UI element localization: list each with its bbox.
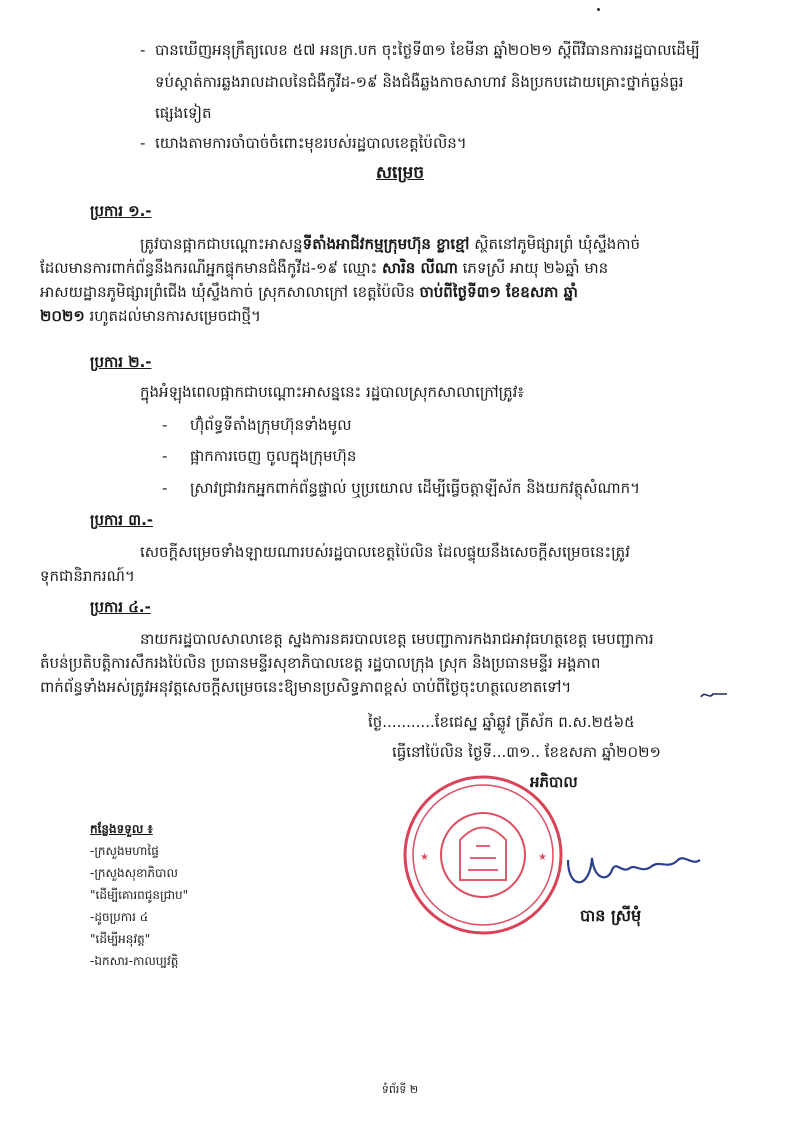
article-1-label: ប្រការ ១.- (90, 202, 152, 220)
recipients-block (90, 818, 188, 972)
svg-text:★: ★ (420, 852, 429, 863)
bullet-dash: - (162, 416, 168, 434)
article-line (40, 675, 730, 699)
bullet-dash: - (140, 134, 146, 152)
article-1-body (40, 232, 730, 328)
article-line (40, 564, 730, 588)
intro-line: ផ្សេងទៀត (155, 104, 212, 122)
text-run: សេចក្តីសម្រេចទាំងឡាយណារបស់រដ្ឋបាលខេត្តប៉ៃលិន ដែលផ្ទុយនឹងសេចក្តីសម្រេចនេះត្រូវ (140, 543, 630, 561)
article-4-body (40, 627, 730, 699)
text-run: តំបន់ប្រតិបត្តិការសឹករងប៉ៃលិន ប្រធានមន្ទីរសុខាភិបាលខេត្ត រដ្ឋបាលក្រុង ស្រុក និងប្រធានមន្ទីរ អង្គភាព (40, 654, 601, 672)
governor-title: អភិបាល (530, 773, 578, 791)
recipient-item: -ឯកសារ-កាលប្បវត្តិ (90, 954, 179, 968)
text-run: ត្រូវបានផ្អាកជាបណ្តោះអាសន្ន (140, 235, 303, 253)
bold-text-run: សារិន លីណា (381, 259, 458, 277)
article-2-intro: ក្នុងអំឡុងពេលផ្អាកជាបណ្តោះអាសន្ននេះ រដ្ឋបាលស្រុកសាលាក្រៅត្រូវ៖ (140, 383, 525, 401)
text-run: រហូតដល់មានការសម្រេចជាថ្មី។ (84, 307, 261, 325)
governor-signature-icon (560, 830, 710, 900)
bullet-dash: - (162, 479, 168, 497)
article-2-item: ផ្អាកការចេញ ចូលក្នុងក្រុមហ៊ុន (190, 447, 357, 465)
article-line (90, 232, 730, 256)
solar-date: ធ្វើនៅប៉ៃលិន ថ្ងៃទី...៣១.. ខែឧសភា ឆ្នាំ២០២១ (392, 743, 661, 761)
intro-line: បានឃើញអនុក្រឹត្យលេខ ៥៧ អនក្រ.បក ចុះថ្ងៃទី៣១ ខែមីនា ឆ្នាំ២០២១ ស្តីពីវិធានការរដ្ឋបាលដើម្បី (155, 41, 700, 59)
text-run: ភេទស្រី អាយុ ២៦ឆ្នាំ មាន (457, 259, 609, 277)
recipient-item: "ដើម្បីគោរពជូនជ្រាប" (90, 888, 189, 902)
page-number: ទំព័រទី ២ (381, 1083, 419, 1096)
lunar-date: ថ្ងៃ...........ខែជេស្ឋ ឆ្នាំឆ្លូវ ត្រីស័ក ព.ស.២៥៦៥ (368, 713, 635, 731)
handwritten-mark-icon (699, 688, 729, 702)
bold-text-run: ចាប់ពីថ្ងៃទី៣១ ខែឧសភា ឆ្នាំ (419, 283, 578, 301)
recipient-item: -ដូចប្រការ ៤ (90, 910, 149, 924)
article-line (40, 304, 730, 328)
article-2-item: ហ៊ុំព័ទ្ធទីតាំងក្រុមហ៊ុនទាំងមូល (190, 416, 352, 434)
text-run: ដែលមានការពាក់ព័ន្ធនឹងករណីអ្នកផ្ទុកមានជំងឺកូវីដ-១៩ ឈ្មោះ (40, 259, 382, 277)
intro-line: ទប់ស្កាត់ការឆ្លងរាលដាលនៃជំងឺកូវីដ-១៩ និងជំងឺឆ្លងកាចសាហាវ និងប្រកបដោយគ្រោះថ្នាក់ធ្ងន់ធ្ងរ (155, 73, 684, 91)
article-2-item: ស្រាវជ្រាវរកអ្នកពាក់ព័ន្ធផ្ទាល់ ឬប្រយោល ដើម្បីធ្វើចត្តាឡីស័ក និងយកវត្ថុសំណាក។ (190, 479, 641, 497)
article-line (40, 280, 730, 304)
article-3-body (40, 540, 730, 588)
article-line (90, 627, 730, 651)
recipients-heading: កន្លែងទទួល ៖ (90, 822, 153, 836)
text-run: នាយករដ្ឋបាលសាលាខេត្ត ស្នងការនគរបាលខេត្ត មេបញ្ជាការកងរាជអាវុធហត្ថខេត្ត មេបញ្ជាការ (140, 630, 654, 648)
article-4-label: ប្រការ ៤.- (90, 598, 151, 616)
svg-text:★: ★ (538, 852, 547, 863)
text-run: អាសយដ្ឋានភូមិផ្សារព្រំជើង ឃុំស្ទឹងកាច់ ស្រុកសាលាក្រៅ ខេត្តប៉ៃលិន (40, 283, 420, 301)
article-3-label: ប្រការ ៣.- (90, 511, 153, 529)
article-line (40, 256, 730, 280)
recipient-item: -ក្រសួងមហាផ្ទៃ (90, 844, 159, 858)
article-2-label: ប្រការ ២.- (90, 353, 152, 371)
bullet-dash: - (162, 447, 168, 465)
text-run: ស្ថិតនៅភូមិផ្សារព្រំ ឃុំស្ទឹងកាច់ (469, 235, 641, 253)
decision-heading: សម្រេច (375, 163, 425, 183)
bold-text-run: ទីតាំងអាជីវកម្មក្រុមហ៊ុន ខ្លាខ្មៅ (302, 235, 470, 253)
governor-name: បាន ស្រីមុំ (580, 906, 642, 925)
recipient-item: -ក្រសួងសុខាភិបាល (90, 866, 178, 880)
official-seal-icon (398, 770, 568, 940)
recipient-item: "ដើម្បីអនុវត្ត" (90, 932, 151, 946)
article-line (90, 540, 730, 564)
scan-speck (597, 8, 600, 11)
bullet-dash: - (140, 41, 146, 59)
bold-text-run: ២០២១ (40, 307, 85, 325)
text-run: ពាក់ព័ន្ធទាំងអស់ត្រូវអនុវត្តសេចក្តីសម្រេចនេះឱ្យមានប្រសិទ្ធភាពខ្ពស់ ចាប់ពីថ្ងៃចុះហត្ថលេខាតទៅ។ (40, 678, 572, 696)
intro-line: យោងតាមការចាំបាច់ចំពោះមុខរបស់រដ្ឋបាលខេត្តប៉ៃលិន។ (155, 134, 467, 152)
text-run: ទុកជានិរាករណ៍។ (40, 567, 135, 585)
article-line (40, 651, 730, 675)
